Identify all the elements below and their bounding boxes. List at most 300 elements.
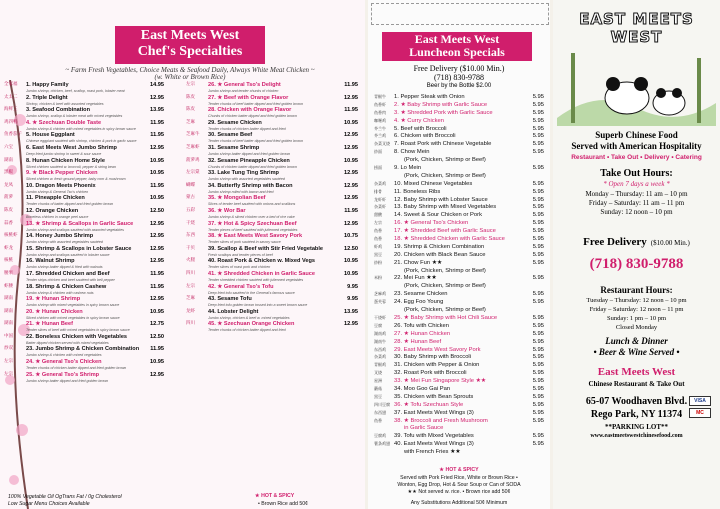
item-description: Tender chunks of chicken batter dipped and fried golden brown — [26, 366, 127, 371]
item-name: 26. ★ General Tso's Delight — [208, 82, 281, 88]
served-with-1: Served with Pork Fried Rice, White or Brown Rice • — [400, 475, 518, 481]
item-price: 14.95 — [150, 82, 164, 88]
subtitle-rice: (w. White or Brown Rice) — [154, 73, 226, 81]
served-with-3: ★★ Not served w. rice. • Brown rice add 50¢ — [407, 489, 511, 495]
item-name: 28. Chicken with Orange Flavor — [208, 107, 292, 114]
lunch-item — [374, 227, 544, 235]
chinese-name: 菠萝 — [4, 195, 13, 201]
item-description: Jumbo shrimp & chicken with mixed vegetables in spicy brown sauce — [26, 126, 136, 131]
item-name: 37. ★ Hot & Spicy Szechuan Beef — [208, 220, 297, 227]
item-price: 5.95 — [532, 188, 544, 195]
address-2: Rego Park, NY 11374 — [590, 409, 683, 420]
menu-item — [186, 107, 358, 120]
item-description: Jumbo shrimp, chicken & beef w. mixed vegetables — [208, 315, 290, 320]
item-name: (Pork, Chicken, Shrimp or Beef) — [404, 157, 486, 164]
lunch-item — [374, 117, 544, 125]
item-name: 6. East Meets West Jumbo Shrimp — [26, 144, 117, 151]
restaurant-hours-1: Tuesday – Thursday: 12 noon – 10 pm — [586, 297, 687, 304]
chinese-name: 中国 — [4, 333, 13, 339]
menu-item — [4, 233, 164, 246]
menu-item — [4, 359, 164, 372]
menu-item — [4, 346, 164, 359]
chinese-name: 腰果 — [4, 270, 13, 276]
title-line-2: Luncheon Specials — [409, 45, 505, 59]
item-price: 5.95 — [532, 251, 544, 258]
delivery-label: Free Delivery — [583, 236, 647, 248]
menu-item — [186, 195, 358, 208]
item-name: 27. ★ Hunan Chicken — [394, 330, 451, 337]
item-name: 30. Sesame Beef — [208, 132, 253, 139]
chinese-name: 鱼香 — [374, 228, 382, 234]
lunch-dinner: Lunch & Dinner — [605, 336, 668, 346]
item-description: Tender chunks of batter-dipped and fried golden brown — [26, 202, 114, 207]
item-description: Tender chunks of chicken batter dipped and fried — [208, 328, 286, 333]
item-description: Tender slices of beef with mixed vegetables in spicy brown sauce — [26, 328, 130, 333]
chinese-name: 杂菜叉烧 — [374, 141, 390, 147]
item-price: 5.95 — [532, 314, 544, 321]
item-description: Chunks of chicken batter dipped and fried golden brown — [208, 114, 297, 119]
chinese-name: 菠萝鸡 — [186, 157, 200, 163]
logo-line-1: EAST MEETS — [579, 10, 694, 28]
item-description: Jumbo shrimp batter dipped & fried with walnuts — [26, 265, 103, 270]
chinese-name: 鸡四鸭 — [4, 119, 18, 125]
item-description: Deep fried jumbo shrimp in sweet & sour sauce — [26, 151, 102, 156]
served-with-2: Wonton, Egg Drop, Hot & Sour Soup or Can of SODA — [397, 482, 521, 488]
lunch-item — [374, 156, 544, 164]
chinese-name: 四川 — [186, 321, 195, 327]
beer-note: Beer by the Bottle $2.00 — [426, 83, 492, 89]
item-description: Jumbo shrimp rolled with bacon and fried — [208, 189, 274, 194]
chinese-name: 芝麻虾 — [186, 144, 200, 150]
item-price: 5.95 — [532, 385, 544, 392]
item-price: 5.95 — [532, 220, 544, 227]
title-line-1: East Meets West — [140, 28, 240, 43]
item-price: 12.50 — [344, 245, 358, 252]
chinese-name: 龙虾虾 — [374, 196, 386, 202]
item-name: 39. Scallop & Beef with Stir Fried Vegetable — [208, 245, 324, 252]
lunch-item — [374, 401, 544, 409]
chinese-name: 杂菜鸡 — [374, 180, 386, 186]
item-name: 17. ★ Shredded Beef with Garlic Sauce — [394, 228, 496, 235]
item-name: 4. ★ Szechuan Double Taste — [26, 119, 102, 126]
chinese-name: 排骨 — [374, 188, 382, 194]
item-name: 37. East Meets West Wings (3) — [394, 409, 474, 416]
item-description: Boneless chicken in orange peel sauce — [26, 214, 89, 219]
chinese-name: 左宗 — [186, 283, 195, 289]
chinese-name: 虾龙 — [4, 245, 13, 251]
footer-oil: 100% Vegetable Oil OgTrans Fat / 0g Cholesterol — [8, 494, 122, 500]
services: Restaurant • Take Out • Delivery • Catering — [571, 154, 702, 161]
item-name: 43. Sesame Tofu — [208, 296, 252, 303]
specialties-left-column — [4, 82, 164, 384]
item-price: 10.95 — [344, 119, 358, 126]
item-price: 5.95 — [532, 433, 544, 440]
panda-illustration — [557, 48, 716, 126]
restaurant-type: Chinese Restaurant & Take Out — [588, 380, 685, 388]
item-name: 35. ★ Mongolian Beef — [208, 195, 266, 202]
item-price: 10.95 — [344, 270, 358, 277]
item-description: Jumbo shrimp with assorted vegetables sautéed — [26, 240, 103, 245]
menu-item — [186, 221, 358, 234]
item-description: Tender strips chicken and beef sautéed with bell pepper — [26, 277, 115, 282]
item-description: Jumbo shrimp, chicken, beef, scallop, roast pork, lobster meat — [26, 89, 125, 93]
website[interactable]: www.eastmeetswestchinesefood.com — [590, 433, 683, 439]
menu-item — [186, 258, 358, 271]
menu-item — [186, 120, 358, 133]
item-price: 10.95 — [344, 258, 358, 265]
lunch-item — [374, 338, 544, 346]
item-name: 10. Dragon Meets Phoenix — [26, 182, 96, 189]
chinese-name: 芥兰牛 — [374, 125, 386, 131]
item-name: 16. ★ General Tso's Chicken — [394, 220, 469, 227]
item-description: Jumbo shrimp with mixed vegetables in spicy brown sauce — [26, 303, 120, 308]
chinese-name: 干烧 — [186, 220, 195, 226]
item-name: 19. Shrimp & Chicken Combination — [394, 243, 485, 250]
item-price: 12.50 — [150, 333, 164, 340]
item-description: Tender slices of roast pork and chicken — [208, 265, 271, 270]
item-name: 29. Sesame Chicken — [208, 119, 262, 126]
item-price: 5.95 — [532, 291, 544, 298]
lunch-item — [374, 251, 544, 259]
chinese-name: 捞面 — [374, 165, 382, 171]
item-name: 38. ★ East Meets West Savory Pork — [208, 233, 303, 240]
chinese-name: 陈皮 — [186, 107, 195, 113]
item-description: Fresh scallops and tender pieces of beef — [208, 252, 273, 257]
item-description: Jumbo shrimp batter dipped and fried golden brown — [26, 378, 109, 383]
menu-item — [186, 296, 358, 309]
item-price: 10.95 — [150, 170, 164, 177]
menu-item — [186, 309, 358, 322]
item-name: 1. Happy Family — [26, 82, 69, 88]
item-price: 5.95 — [532, 259, 544, 266]
item-description: Jumbo shrimp & chicken with cashew nuts — [26, 290, 94, 295]
item-description: Jumbo shrimp, scallop & lobster meat with mixed vegetables — [26, 114, 123, 119]
lunch-item — [374, 109, 544, 117]
menu-item — [4, 170, 164, 183]
item-name: 9. Lo Mein — [394, 165, 422, 172]
chinese-name: 黑椒 — [4, 170, 13, 176]
item-price: 5.95 — [532, 212, 544, 219]
item-price: 5.95 — [532, 180, 544, 187]
chinese-name: 太太二 — [4, 94, 18, 100]
chinese-name: 干烧虾 — [374, 314, 386, 320]
item-price: 12.95 — [150, 144, 164, 151]
item-price: 5.95 — [532, 354, 544, 361]
item-description: Jumbo shrimp and scallops sautéed in lobster sauce — [26, 252, 110, 257]
item-description: Tender chunks of beef batter dipped and fried golden brown — [208, 139, 303, 144]
item-price: 11.95 — [344, 207, 358, 214]
item-name: 39. Tofu with Mixed Vegetables — [394, 433, 474, 440]
item-name: 35. Chicken with Bean Sprouts — [394, 393, 474, 400]
lunch-items — [374, 93, 544, 456]
item-price: 12.95 — [150, 296, 164, 303]
chinese-name: 鱼香茄子 — [4, 132, 22, 138]
restaurant-hours-3: Sunday: 1 pm – 10 pm — [606, 315, 667, 322]
item-price: 5.95 — [532, 125, 544, 132]
item-price: 11.95 — [344, 82, 358, 88]
main-phone[interactable]: (718) 830-9788 — [589, 256, 684, 272]
lunch-item — [374, 314, 544, 322]
lunch-item — [374, 219, 544, 227]
chinese-name: 黑豆 — [374, 251, 382, 257]
chinese-name: 左宗 — [374, 220, 382, 226]
lunch-item — [374, 125, 544, 133]
item-price: 5.95 — [532, 299, 544, 306]
item-description: Tender pieces of beef sautéed with julienned vegetables — [208, 227, 298, 232]
item-name: 15. Shrimp & Scallops in Lobster Sauce — [26, 245, 132, 252]
item-price: 12.95 — [344, 94, 358, 101]
title-line-1: East Meets West — [414, 32, 500, 46]
menu-item — [186, 132, 358, 145]
restaurant-hours-4: Closed Monday — [615, 324, 658, 331]
chinese-name: 陈皮 — [4, 207, 13, 213]
tagline-2: Served with American Hospitality — [571, 141, 702, 151]
lunch-item — [374, 377, 544, 385]
lunch-item — [374, 235, 544, 243]
menu-item — [4, 107, 164, 120]
chinese-name: 杂菜虾 — [374, 204, 386, 210]
item-name: (Pork, Chicken, Shrimp or Beef) — [404, 283, 486, 290]
menu-item — [186, 271, 358, 284]
item-name: 13. Baby Shrimp with Mixed Vegetables — [394, 204, 497, 211]
chinese-name: 干贝 — [186, 245, 195, 251]
chinese-name: 龙虾 — [186, 308, 195, 314]
item-price: 5.95 — [532, 322, 544, 329]
item-price: 5.95 — [532, 94, 544, 100]
item-price: 12.95 — [344, 182, 358, 189]
item-description: Sliced chicken with mixed vegetables in spicy brown sauce — [26, 315, 120, 320]
item-description: Jumbo shrimp and tender chunks of chicken — [208, 89, 279, 93]
item-name: 27. ★ Beef with Orange Flavor — [208, 94, 289, 101]
menu-item — [4, 284, 164, 297]
item-description: Sliced chicken sautéed w. broccoli, pepper & string bean — [26, 164, 116, 169]
item-price: 12.95 — [150, 233, 164, 240]
chinese-name: 炒粉 — [374, 259, 382, 265]
item-price: 5.95 — [532, 236, 544, 243]
item-name: 44. Lobster Delight — [208, 308, 259, 315]
chinese-name: 核桃 — [4, 258, 13, 264]
chinese-name: 蛋芙蓉 — [374, 299, 386, 305]
item-name: 2. ★ Baby Shrimp with Garlic Sauce — [394, 101, 488, 108]
chinese-name: 杂菜鸡 — [374, 354, 386, 360]
item-price: 5.95 — [532, 409, 544, 416]
lunch-item — [374, 140, 544, 148]
item-price: 10.95 — [150, 195, 164, 202]
chinese-name: 鱼香虾 — [374, 101, 386, 107]
menu-item — [186, 284, 358, 297]
item-name: 38. ★ Broccoli and Fresh Mushroom — [394, 417, 488, 424]
item-price: 12.95 — [344, 170, 358, 177]
lunch-item — [374, 424, 544, 432]
item-description: Sliced chicken w. fresh ground pepper, baby corn & mushroom — [26, 177, 126, 182]
chinese-name: 全家福 — [4, 82, 18, 87]
chinese-name: 豆腐鸡 — [374, 433, 386, 439]
item-name: 2. Triple Delight — [26, 94, 68, 101]
item-name: 7. Roast Pork with Chinese Vegetable — [394, 141, 492, 148]
item-price: 5.95 — [532, 149, 544, 156]
item-name: 32. Roast Pork with Broccoli — [394, 370, 467, 377]
chinese-name: 东西翅 — [374, 409, 386, 415]
chinese-name: 四川豆腐 — [374, 401, 390, 407]
menu-item — [4, 208, 164, 221]
lunch-item — [374, 211, 544, 219]
takeout-title: Take Out Hours: — [600, 168, 673, 179]
item-name: 8. Chow Mein — [394, 149, 430, 156]
item-price: 5.95 — [532, 133, 544, 140]
chinese-name: 六宝 — [4, 144, 13, 150]
address-1: 65-07 Woodhaven Blvd. — [585, 396, 688, 407]
menu-item — [186, 170, 358, 183]
menu-item — [186, 145, 358, 158]
item-description: Jumbo shrimp and scallops sautéed with assorted vegetables — [26, 227, 124, 232]
luncheon-title — [382, 32, 532, 61]
item-name: 34. Butterfly Shrimp with Bacon — [208, 182, 293, 189]
item-name: 14. Sweet & Sour Chicken or Pork — [394, 212, 482, 219]
lunch-item — [374, 180, 544, 188]
lunch-item — [374, 432, 544, 440]
lunch-item — [374, 330, 544, 338]
title-line-2: Chef's Specialties — [137, 44, 243, 59]
menu-item — [4, 120, 164, 133]
menu-item — [4, 132, 164, 145]
lunch-item — [374, 188, 544, 196]
lunch-item — [374, 164, 544, 172]
item-price: 5.95 — [532, 362, 544, 369]
lunch-item — [374, 274, 544, 282]
restaurant-hours-2: Friday – Saturday: 12 noon – 11 pm — [589, 306, 684, 313]
item-price: 11.95 — [150, 270, 164, 277]
item-price: 12.95 — [344, 195, 358, 202]
chinese-name: 湖南 — [4, 157, 13, 163]
chinese-name: 四川 — [186, 270, 195, 276]
item-price: 10.95 — [150, 308, 164, 315]
restaurant-hours-title: Restaurant Hours: — [600, 285, 673, 295]
item-name: 5. Beef with Broccoli — [394, 125, 447, 132]
menu-item — [4, 309, 164, 322]
item-name: 45. ★ Szechuan Orange Chicken — [208, 321, 295, 328]
item-price: 5.95 — [532, 228, 544, 235]
takeout-hours-3: Sunday: 12 noon – 10 pm — [600, 208, 673, 216]
item-name: 23. Jumbo Shrimp & Chicken Combination — [26, 346, 140, 353]
chinese-name: 东西 — [186, 233, 195, 239]
lunch-item — [374, 101, 544, 109]
item-description: Slices of tender beef sautéed with onions and scallions — [208, 202, 296, 207]
chinese-name: 五彩 — [186, 207, 195, 213]
logo — [553, 10, 720, 46]
item-name: 32. Sesame Pineapple Chicken — [208, 157, 290, 164]
menu-item — [186, 158, 358, 171]
lunch-item — [374, 132, 544, 140]
item-price: 11.95 — [150, 132, 164, 139]
item-description: Tender shredded chicken sautéed with julienned vegetables — [208, 277, 304, 282]
menu-item — [186, 233, 358, 246]
chinese-name: 咖喱鸡 — [374, 117, 386, 123]
item-price: 12.95 — [344, 321, 358, 328]
menu-item — [4, 296, 164, 309]
item-price: 5.95 — [532, 204, 544, 211]
chinese-name: 蘑菇 — [374, 385, 382, 391]
item-name: 11. Pineapple Chicken — [26, 195, 85, 202]
item-description: Jumbo shrimp & sliced chicken over a bed of rice cake — [208, 214, 295, 219]
item-description: Deep fried tofu golden brown tossed into a sweet brown sauce — [208, 303, 308, 308]
item-price: 12.95 — [344, 144, 358, 151]
item-name: 33. Lake Tung Ting Shrimp — [208, 170, 279, 177]
item-name: 14. Honey Jumbo Shrimp — [26, 233, 94, 240]
item-name: 21. ★ Hunan Beef — [26, 321, 73, 328]
menu-item — [186, 183, 358, 196]
takeout-hours-1: Monday – Thursday: 11 am – 10 pm — [585, 190, 688, 198]
lunch-item — [374, 448, 544, 456]
chinese-name: 芝麻鸡 — [374, 291, 386, 297]
item-name: 25. ★ General Tso's Shrimp — [26, 371, 100, 378]
item-name: 6. Chicken with Broccoli — [394, 133, 456, 140]
menu-item — [186, 246, 358, 259]
chinese-name: 左宗 — [186, 82, 195, 87]
lunch-item — [374, 369, 544, 377]
chinese-name: 薯条鸡翅 — [374, 441, 390, 447]
item-name: 36. ★ Tofu Szechuan Style — [394, 401, 464, 408]
chinese-name: 芝麻牛 — [186, 132, 200, 138]
item-name: (Pork, Chicken, Shrimp or Beef) — [404, 307, 486, 314]
hot-spicy-legend: ★ HOT & SPICY — [255, 493, 295, 499]
menu-item — [186, 208, 358, 221]
menu-item — [4, 334, 164, 347]
chinese-name: 火腿 — [186, 258, 195, 264]
item-price: 5.95 — [532, 441, 544, 448]
menu-item — [4, 258, 164, 271]
lunch-item — [374, 385, 544, 393]
chinese-name: 炒双 — [4, 346, 13, 352]
item-name: (Pork, Chicken, Shrimp or Beef) — [404, 172, 486, 179]
item-name: 29. East Meets West Savory Pork — [394, 346, 481, 353]
chinese-name: 蒜香 — [4, 220, 13, 226]
item-name: 28. ★ Hunan Beef — [394, 338, 442, 345]
lunch-item — [374, 298, 544, 306]
lunch-item — [374, 417, 544, 425]
item-name: 26. Tofu with Chicken — [394, 322, 449, 329]
item-price: 10.95 — [344, 157, 358, 164]
beer-wine: • Beer & Wine Served • — [593, 347, 680, 357]
item-price: 13.95 — [344, 308, 358, 315]
item-price: 11.95 — [150, 346, 164, 353]
logo-line-2: WEST — [610, 28, 663, 46]
menu-item — [4, 95, 164, 108]
item-price: 9.95 — [347, 296, 358, 303]
lunch-phone: (718) 830-9788 — [434, 73, 484, 82]
lunch-item — [374, 393, 544, 401]
item-name: 30. Baby Shrimp with Broccoli — [394, 354, 472, 361]
item-price: 12.75 — [150, 321, 164, 328]
item-price: 12.95 — [150, 371, 164, 378]
item-name: 40. Roast Pork & Chicken w. Mixed Vegs — [208, 258, 316, 265]
item-price: 13.95 — [150, 107, 164, 114]
item-price: 12.95 — [150, 94, 164, 101]
item-name: 1. Pepper Steak with Onion — [394, 94, 465, 100]
chinese-name: 黑豆 — [374, 393, 382, 399]
chinese-name: 叉烧 — [374, 370, 382, 376]
lunch-item — [374, 306, 544, 314]
lunch-item — [374, 267, 544, 275]
item-name: 36. ★ Wor Bar — [208, 207, 246, 214]
item-name: 17. Shredded Chicken and Beef — [26, 270, 110, 277]
menu-item — [4, 246, 164, 259]
chinese-name: 虾腰 — [4, 283, 13, 289]
item-price: 11.95 — [344, 107, 358, 114]
chinese-name: 炒面 — [374, 149, 382, 155]
item-name: (Pork, Chicken, Shrimp or Beef) — [404, 267, 486, 274]
chinese-name: 海鲜三 — [4, 107, 18, 113]
chinese-name: 核桃虾 — [4, 233, 18, 239]
